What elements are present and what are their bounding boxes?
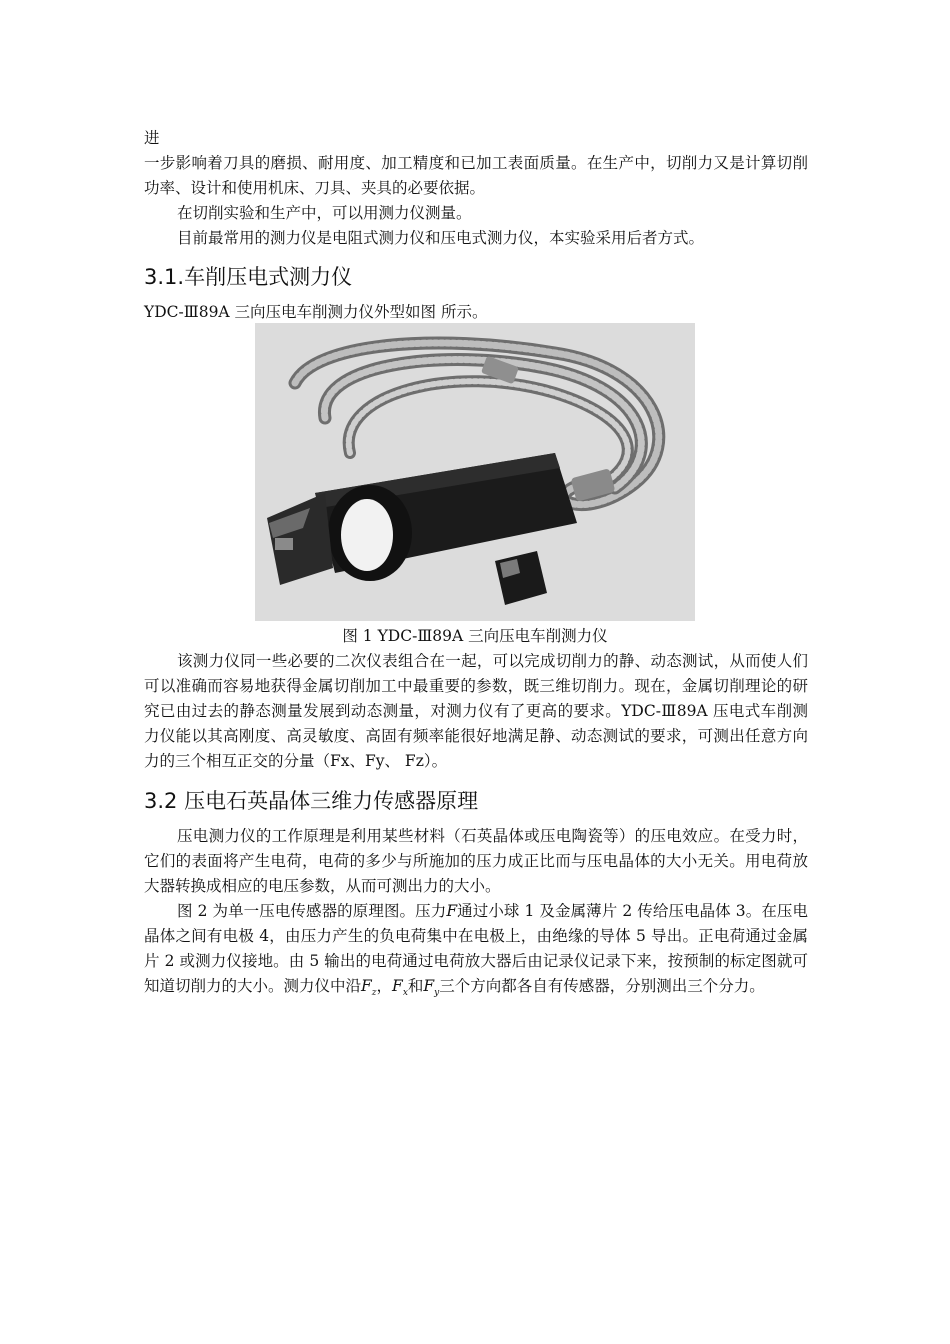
comma-separator: ， <box>376 977 393 995</box>
section-heading-3-1: 3.1.车削压电式测力仪 <box>144 265 353 289</box>
fx-subscript: x <box>402 988 408 999</box>
force-fy-symbol: F <box>423 977 435 995</box>
body2-part-c: 三个方向都各自有传感器，分别测出三个分力。 <box>439 977 765 995</box>
and-word: 和 <box>407 977 424 995</box>
intro-fragment: 进 <box>144 129 160 147</box>
section-2-body-1: 压电测力仪的工作原理是利用某些材料（石英晶体或压电陶瓷等）的压电效应。在受力时，它们的表面将产生电荷，电荷的多少与所施加的压力成正比而与压电晶体的大小无关。用电荷放大器转换成相应的电压参数，从而可测出力的大小。 <box>144 827 808 895</box>
paragraph-2: 在切削实验和生产中，可以用测力仪测量。 <box>177 204 472 222</box>
section-heading-3-2: 3.2 压电石英晶体三维力传感器原理 <box>144 789 479 813</box>
dynamometer-photo <box>255 323 695 621</box>
figure-lead-text: YDC-Ⅲ89A 三向压电车削测力仪外型如图 所示。 <box>144 303 488 321</box>
fz-subscript: z <box>371 988 377 999</box>
fy-subscript: y <box>434 988 440 999</box>
section-1-body: 该测力仪同一些必要的二次仪表组合在一起，可以完成切削力的静、动态测试，从而使人们可以准确而容易地获得金属切削加工中最重要的参数，既三维切削力。现在，金属切削理论的研究已由过去的静态测量发展到动态测量，对测力仪有了更高的要求。YDC-Ⅲ89A 压电式车削测力仪能以其高刚度、高灵敏度、高固有频率能很好地满足静、动态测试的要求，可测出任意方向力的三个相互正交的分量（Fx、Fy、 Fz）。 <box>144 652 808 770</box>
dynamometer-illustration <box>255 323 695 621</box>
body2-part-a: 图 2 为单一压电传感器的原理图。压力 <box>177 902 447 920</box>
figure-caption: 图 1 YDC-Ⅲ89A 三向压电车削测力仪 <box>342 627 608 645</box>
force-f-symbol: F <box>446 902 458 920</box>
force-fz-symbol: F <box>361 977 372 995</box>
section-2-body-2 <box>144 899 808 1006</box>
paragraph-1: 一步影响着刀具的磨损、耐用度、加工精度和已加工表面质量。在生产中，切削力又是计算切削功率、设计和使用机床、刀具、夹具的必要依据。 <box>144 154 808 197</box>
paragraph-3: 目前最常用的测力仪是电阻式测力仪和压电式测力仪，本实验采用后者方式。 <box>177 229 705 247</box>
body2-part-b: 通过小球 1 及金属薄片 2 传给压电晶体 3。在压电晶体之间有电极 4，由压力产生的负电荷集中在电极上，由绝缘的导体 5 导出。正电荷通过金属片 2 或测力仪接地。由 5 输出的电荷通过电荷放大器后由记录仪记录下来，按预制的标定图就可知道切削力的大小。测力仪中沿 <box>144 902 808 995</box>
force-fx-symbol: F <box>392 977 403 995</box>
